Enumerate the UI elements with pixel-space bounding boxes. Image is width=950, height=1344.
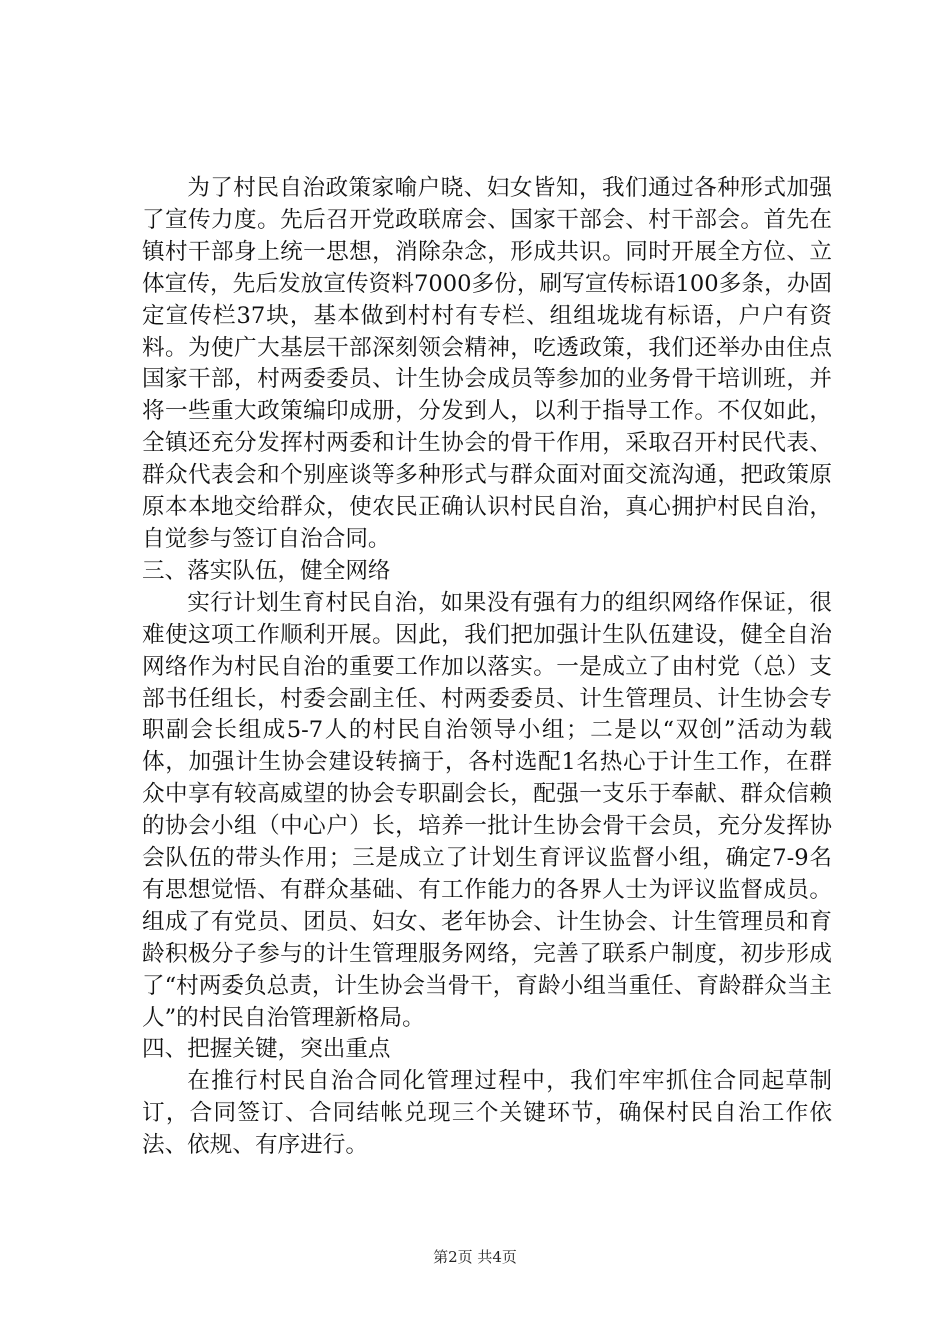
document-body	[142, 173, 832, 1162]
page-footer: 第2页 共4页	[433, 1248, 517, 1266]
paragraph-network: 实行计划生育村民自治，如果没有强有力的组织网络作保证，很难使这项工作顺利开展。因此，我们把加强计生队伍建设，健全自治网络作为村民自治的重要工作加以落实。一是成立了由村党（总）支部书任组长，村委会副主任、村两委委员、计生管理员、计生协会专职副会长组成5-7人的村民自治领导小组；二是以“双创”活动为载体，加强计生协会建设转摘于，各村选配1名热心于计生工作，在群众中享有较高威望的协会专职副会长，配强一支乐于奉献、群众信赖的协会小组（中心户）长，培养一批计生协会骨干会员，充分发挥协会队伍的带头作用；三是成立了计划生育评议监督小组，确定7-9名有思想觉悟、有群众基础、有工作能力的各界人士为评议监督成员。组成了有党员、团员、妇女、老年协会、计生协会、计生管理员和育龄积极分子参与的计生管理服务网络，完善了联系户制度，初步形成了“村两委负总责，计生协会当骨干，育龄小组当重任、育龄群众当主人”的村民自治管理新格局。	[142, 589, 832, 1031]
paragraph-key-points: 在推行村民自治合同化管理过程中，我们牢牢抓住合同起草制订，合同签订、合同结帐兑现三个关键环节，确保村民自治工作依法、依规、有序进行。	[142, 1068, 832, 1159]
paragraph-publicity: 为了村民自治政策家喻户晓、妇女皆知，我们通过各种形式加强了宣传力度。先后召开党政联席会、国家干部会、村干部会。首先在镇村干部身上统一思想，消除杂念，形成共识。同时开展全方位、立体宣传，先后发放宣传资料7000多份，刷写宣传标语100多条，办固定宣传栏37块，基本做到村村有专栏、组组垅垅有标语，户户有资料。为使广大基层干部深刻领会精神，吃透政策，我们还举办由住点国家干部，村两委委员、计生协会成员等参加的业务骨干培训班，并将一些重大政策编印成册，分发到人，以利于指导工作。不仅如此，全镇还充分发挥村两委和计生协会的骨干作用，采取召开村民代表、群众代表会和个别座谈等多种形式与群众面对面交流沟通，把政策原原本本地交给群众，使农民正确认识村民自治，真心拥护村民自治，自觉参与签订自治合同。	[142, 175, 832, 552]
section-heading-4: 四、把握关键，突出重点	[142, 1036, 391, 1063]
section-heading-3: 三、落实队伍，健全网络	[142, 557, 391, 584]
